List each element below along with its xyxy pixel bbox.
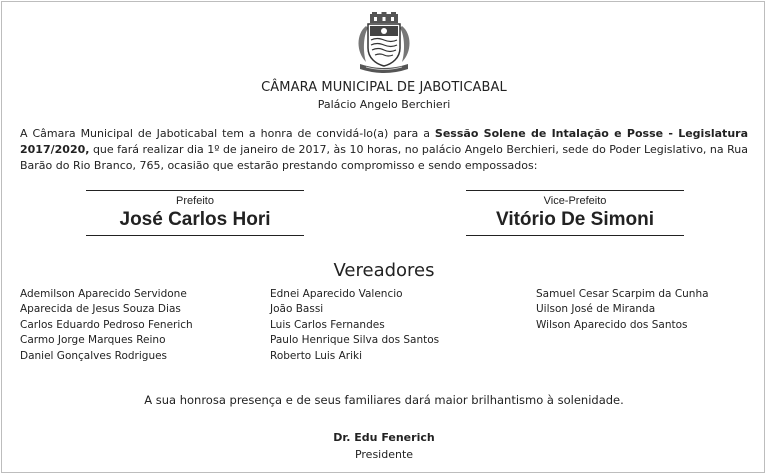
councilor-name: Daniel Gonçalves Rodrigues [20,349,168,362]
mayor-block [86,190,304,236]
signatory-title: Presidente [354,448,414,461]
councilor-name: Samuel Cesar Scarpim da Cunha [536,288,709,300]
mayor-name: José Carlos Hori [119,209,271,230]
vice-mayor-role: Vice-Prefeito [543,195,607,207]
municipal-coat-of-arms-icon [354,12,414,74]
councilors-column-1 [20,287,193,364]
councilor-name: Wilson Aparecido dos Santos [536,318,688,331]
mayor-role: Prefeito [176,195,214,207]
councilor-name: Luis Carlos Fernandes [270,318,385,331]
councilor-name: Ednei Aparecido Valencio [270,288,403,300]
councilor-name: Ademilson Aparecido Servidone [20,288,187,300]
councilor-name: Uilson José de Miranda [536,303,656,316]
vice-mayor-name: Vitório De Simoni [495,209,654,230]
councilor-name: Carlos Eduardo Pedroso Fenerich [20,318,193,331]
building-name: Palácio Angelo Berchieri [317,98,451,111]
councilors-column-3 [536,287,709,333]
vice-mayor-block [466,190,684,236]
councilor-name: Paulo Henrique Silva dos Santos [270,334,440,347]
councilors-title: Vereadores [333,260,435,281]
closing-sentence: A sua honrosa presença e de seus familiares dará maior brilhantismo à solenidade. [144,393,624,407]
councilor-name: Carmo Jorge Marques Reino [20,334,166,347]
signatory-name: Dr. Edu Fenerich [333,431,435,444]
councilor-name: Roberto Luis Ariki [270,349,363,362]
councilors-column-2 [270,287,439,364]
organization-name: CÂMARA MUNICIPAL DE JABOTICABAL [261,80,507,95]
councilor-name: João Bassi [270,303,324,316]
event-name: Sessão Solene de Intalação e Posse - Legislatura 2017/2020, [20,127,748,156]
invitation-paragraph [20,126,748,174]
invitation-text-end: que fará realizar dia 1º de janeiro de 2017, às 10 horas, no palácio Angelo Berchieri, sede do Poder Legislativo, na Rua Barão do Rio Branco, 765, ocasião que estarão prestando compromisso e sendo empossados: [20,143,748,172]
councilor-name: Aparecida de Jesus Souza Dias [20,303,181,316]
invitation-text-start: A Câmara Municipal de Jaboticabal tem a honra de convidá-lo(a) para a [20,127,435,140]
